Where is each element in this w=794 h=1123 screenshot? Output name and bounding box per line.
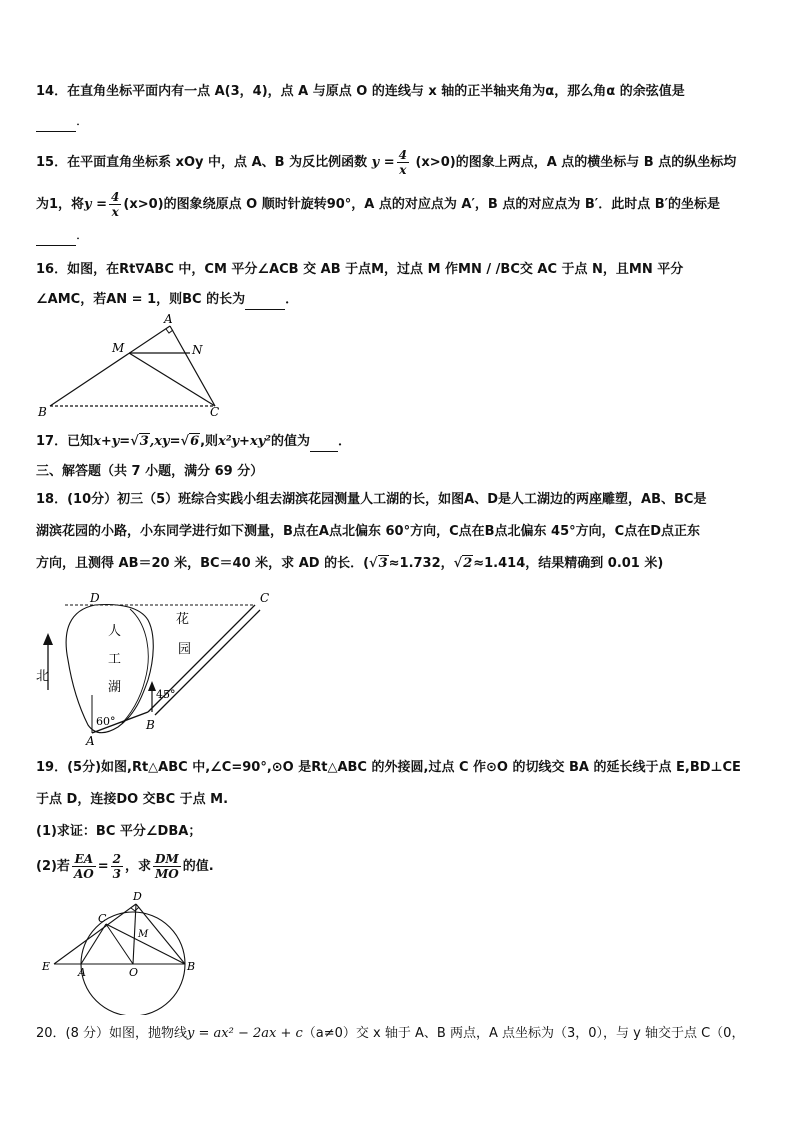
segment-do [133,904,136,964]
label-n: N [192,343,203,357]
label-o: O [129,966,139,979]
question-19-part1: (1)求证：BC 平分∠DBA； [36,824,202,839]
fraction-dm-mo: $\frac{DM}{MO}$ [154,852,179,881]
north-arrow-b-head [148,681,156,691]
label-angle-45: 45° [156,688,176,701]
question-15-answer: ． [36,226,764,246]
label-lake-2: 工 [108,652,122,667]
right-angle-mark [131,907,139,911]
label-c: C [260,591,270,605]
segment-co [106,924,133,964]
question-14-answer: ． [36,112,764,132]
sqrt-3: √3 [369,556,388,571]
label-a: A [86,734,95,748]
question-16-line2: ∠AMC，若AN = 1，则BC 的长为 ． [36,290,764,310]
question-18-line2: 湖滨花园的小路，小东同学进行如下测量，B点在A点北偏东 60°方向，C点在B点北偏东 45°方向，C点在D点正东 [36,524,700,539]
question-15-line2: 为1，将y = $\frac{4}{x}$ (x>0)的图象绕原点 O 顺时针旋转90°，A 点的对应点为 A′，B 点的对应点为 B′．此时点 B′的坐标是 [36,190,721,219]
sqrt-6: √6 [180,434,200,449]
label-lake-3: 湖 [108,680,122,695]
label-e: E [42,960,51,973]
sqrt-3: √3 [130,434,149,449]
fraction-2-3: $\frac{2}{3}$ [112,852,121,881]
label-garden-1: 花 [176,612,190,627]
label-b: B [146,718,155,732]
label-d: D [90,591,100,605]
label-north: 北 [36,669,50,684]
fraction-4-over-x: $\frac{4}{x}$ [398,148,407,177]
segment-ab [50,326,170,406]
label-a: A [164,312,173,326]
segment-mc [129,353,215,406]
answer-blank [36,117,76,132]
circle-figure-q19 [36,890,206,1015]
label-garden-2: 园 [178,642,192,657]
question-19-line1: 19．(5分)如图,Rt△ABC 中,∠C=90°,⊙O 是Rt△ABC 的外接圆,过点 C 作⊙O 的切线交 BA 的延长线于点 E,BD⊥CE [36,760,741,775]
fraction-4-over-x: $\frac{4}{x}$ [111,190,120,219]
tangent-ecd [54,904,136,964]
triangle-figure-q16 [30,312,230,420]
question-19-part2: (2)若 $\frac{EA}{AO}$ = $\frac{2}{3}$ ，求 $\frac{DM}{MO}$ 的值. [36,852,214,881]
question-19-line2: 于点 D，连接DO 交BC 于点 M. [36,792,229,807]
label-m: M [112,341,125,355]
question-16-line1: 16．如图，在Rt∇ABC 中，CM 平分∠ACB 交 AB 于点M，过点 M 作MN / /BC交 AC 于点 N，且MN 平分 [36,262,684,277]
north-arrow-head [43,633,53,645]
answer-blank [245,295,285,310]
label-lake-1: 人 [108,624,122,639]
segment-ac [170,326,215,406]
answer-blank [310,437,338,452]
label-a: A [78,966,86,979]
sqrt-2: √2 [453,556,473,571]
label-c: C [98,912,107,925]
question-18-line3: 方向，且测得 AB＝20 米，BC＝40 米，求 AD 的长．(√3≈1.732，√2≈1.414，结果精确到 0.01 米) [36,556,664,571]
question-14: 14．在直角坐标平面内有一点 A(3，4)，点 A 与原点 O 的连线与 x 轴的正半轴夹角为α，那么角α 的余弦值是 [36,84,685,99]
label-d: D [133,890,142,903]
label-b: B [187,960,196,973]
answer-blank [36,231,76,246]
label-m: M [138,929,149,940]
label-c: C [210,405,220,419]
question-18-line1: 18．(10分）初三（5）班综合实践小组去湖滨花园测量人工湖的长，如图A、D是人工湖边的两座雕塑，AB、BC是 [36,492,707,507]
question-17: 17．已知x+y=√3,xy=√6,则x²y+xy²的值为 ． [36,432,764,452]
lake-garden-figure-q18 [30,585,280,750]
section-heading: 三、解答题（共 7 小题，满分 69 分） [36,464,264,479]
fraction-ea-ao: $\frac{EA}{AO}$ [73,852,94,881]
question-15-line1: 15．在平面直角坐标系 xOy 中，点 A、B 为反比例函数 y = $\frac{4}{x}$ (x>0)的图象上两点，A 点的横坐标与 B 点的纵坐标均 [36,148,737,177]
question-20: 20．(8 分）如图，抛物线y = ax² − 2ax + c（a≠0）交 x 轴于 A、B 两点，A 点坐标为（3，0），与 y 轴交于点 C（0， [36,1026,745,1041]
lake-inner-outline [122,609,148,723]
label-b: B [38,405,47,419]
label-angle-60: 60° [96,715,116,728]
